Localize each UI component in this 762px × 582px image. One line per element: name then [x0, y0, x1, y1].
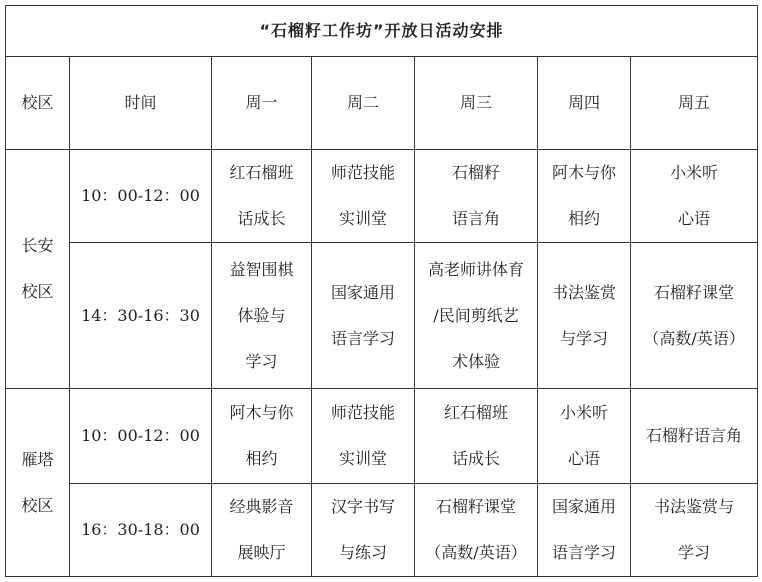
- activity-cell: [415, 243, 538, 389]
- activity-line: 话成长: [237, 209, 286, 228]
- header-wednesday: 周三: [415, 57, 538, 150]
- activity-cell: [631, 243, 758, 389]
- activity-line: 心语: [678, 209, 711, 228]
- activity-line: 与学习: [559, 328, 608, 348]
- header-tuesday: 周二: [312, 57, 415, 150]
- activity-cell: [212, 484, 312, 577]
- time-cell: 16：30-18：00: [70, 484, 212, 577]
- activity-line: 国家通用: [330, 282, 395, 302]
- activity-cell: [538, 150, 631, 243]
- activity-line: 相约: [567, 209, 600, 228]
- header-time: 时间: [70, 57, 212, 150]
- campus-name-line: 长安: [21, 236, 54, 255]
- activity-cell: [538, 243, 631, 389]
- activity-line: 体验与: [237, 305, 286, 325]
- activity-cell: [631, 150, 758, 243]
- activity-cell: [415, 484, 538, 577]
- activity-line: 相约: [245, 449, 278, 468]
- activity-line: 师范技能: [330, 163, 395, 182]
- activity-cell: [212, 243, 312, 389]
- campus-name-line: 校区: [21, 282, 54, 301]
- activity-line: 语言学习: [330, 328, 395, 348]
- time-cell: 14：30-16：30: [70, 243, 212, 389]
- activity-line: 语言学习: [551, 543, 616, 562]
- activity-line: 实训堂: [338, 449, 387, 468]
- activity-cell: [312, 389, 415, 484]
- activity-cell: [312, 243, 415, 389]
- activity-cell: [631, 389, 758, 484]
- activity-line: 红石榴班: [443, 403, 508, 422]
- activity-line: 心语: [567, 449, 600, 468]
- header-row: [6, 57, 758, 150]
- activity-cell: [212, 150, 312, 243]
- activity-cell: [415, 150, 538, 243]
- activity-line: 益智围棋: [229, 259, 294, 279]
- activity-line: 石榴籽语言角: [646, 426, 743, 445]
- activity-line: 红石榴班: [229, 163, 294, 182]
- activity-cell: [312, 484, 415, 577]
- activity-line: 实训堂: [338, 209, 387, 228]
- activity-line: 学习: [245, 351, 278, 371]
- activity-line: 石榴籽课堂: [654, 282, 735, 302]
- campus-name-line: 雁塔: [21, 449, 54, 469]
- activity-line: 阿木与你: [229, 403, 294, 422]
- campus-changan-cell: [6, 150, 70, 389]
- activity-line: 国家通用: [551, 497, 616, 516]
- activity-line: 书法鉴赏: [551, 282, 616, 302]
- activity-cell: [415, 389, 538, 484]
- activity-line: 阿木与你: [551, 163, 616, 182]
- campus-name-line: 校区: [21, 495, 54, 515]
- time-cell: 10：00-12：00: [70, 150, 212, 243]
- table-title: “石榴籽工作坊”开放日活动安排: [6, 6, 758, 57]
- header-campus: 校区: [6, 57, 70, 150]
- activity-line: （高数/英语）: [643, 328, 745, 348]
- activity-line: 汉字书写: [330, 497, 395, 516]
- activity-line: 书法鉴赏与: [654, 497, 735, 516]
- activity-line: 经典影音: [229, 497, 294, 516]
- activity-line: /民间剪纸艺: [433, 305, 519, 325]
- activity-line: 术体验: [451, 351, 500, 371]
- header-friday: 周五: [631, 57, 758, 150]
- activity-cell: [631, 484, 758, 577]
- activity-line: 语言角: [451, 209, 500, 228]
- activity-line: 学习: [678, 543, 711, 562]
- activity-cell: [312, 150, 415, 243]
- header-thursday: 周四: [538, 57, 631, 150]
- activity-cell: [538, 484, 631, 577]
- activity-line: 与练习: [338, 543, 387, 562]
- activity-line: 展映厅: [237, 543, 286, 562]
- table-row: [6, 389, 758, 484]
- activity-cell: [212, 389, 312, 484]
- table-row: [6, 243, 758, 389]
- activity-line: 小米听: [559, 403, 608, 422]
- table-row: [6, 150, 758, 243]
- activity-line: 小米听: [670, 163, 719, 182]
- activity-cell: [538, 389, 631, 484]
- header-monday: 周一: [212, 57, 312, 150]
- time-cell: 10：00-12：00: [70, 389, 212, 484]
- table-row: [6, 484, 758, 577]
- activity-line: 师范技能: [330, 403, 395, 422]
- campus-yanta-cell: [6, 389, 70, 577]
- activity-line: 话成长: [451, 449, 500, 468]
- activity-line: 高老师讲体育: [427, 259, 524, 279]
- activity-line: （高数/英语）: [425, 543, 527, 562]
- schedule-table: [5, 5, 758, 577]
- activity-line: 石榴籽: [451, 163, 500, 182]
- activity-line: 石榴籽课堂: [435, 497, 516, 516]
